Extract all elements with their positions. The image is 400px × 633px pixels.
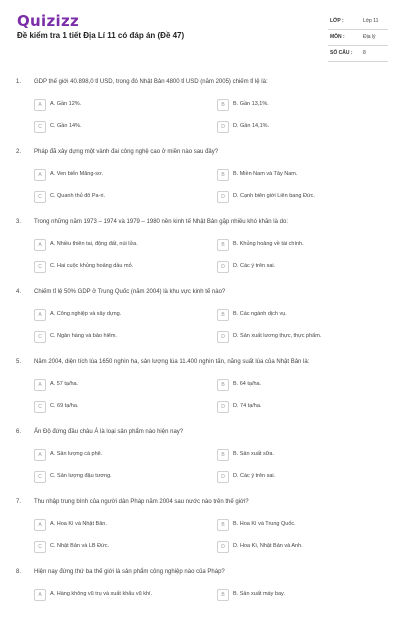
option-letter-badge: B xyxy=(217,169,229,181)
option-letter-badge: B xyxy=(217,309,229,321)
answer-option-c[interactable] xyxy=(34,121,194,133)
option-letter-badge: C xyxy=(34,401,46,413)
meta-row-count xyxy=(328,46,388,62)
option-letter-badge: A xyxy=(34,309,46,321)
option-letter-badge: D xyxy=(217,261,229,273)
option-letter-badge: A xyxy=(34,169,46,181)
meta-label: SỐ CÂU : xyxy=(330,50,353,56)
answer-option-a[interactable] xyxy=(34,589,194,601)
answer-option-a[interactable] xyxy=(34,309,194,321)
option-letter-badge: B xyxy=(217,239,229,251)
page-title: Đề kiểm tra 1 tiết Địa Lí 11 có đáp án (Đề 47) xyxy=(17,31,185,40)
answer-option-a[interactable] xyxy=(34,519,194,531)
meta-value: Địa lý xyxy=(363,34,376,40)
option-text: B. Sản xuất máy bay. xyxy=(233,591,285,597)
option-letter-badge: D xyxy=(217,331,229,343)
question-text: Thu nhập trung bình của người dân Pháp năm 2004 sau nước nào trên thế giới? xyxy=(34,499,249,505)
option-letter-badge: A xyxy=(34,379,46,391)
question-number: 5. xyxy=(16,359,22,365)
option-letter-badge: D xyxy=(217,471,229,483)
option-text: C. Quanh thủ đô Pa-ri. xyxy=(50,193,106,199)
meta-value: Lớp 11 xyxy=(363,18,379,24)
option-text: B. Khủng hoảng về tài chính. xyxy=(233,241,304,247)
answer-option-b[interactable] xyxy=(217,99,377,111)
answer-option-d[interactable] xyxy=(217,191,377,203)
option-letter-badge: A xyxy=(34,239,46,251)
option-text: D. Gần 14,1%. xyxy=(233,123,270,129)
question-text: Hiện nay đứng thứ ba thế giới là sản phẩm công nghiệp nào của Pháp? xyxy=(34,569,225,575)
option-text: C. Ngân hàng và bảo hiểm. xyxy=(50,333,117,339)
question-item xyxy=(0,219,400,283)
answer-option-d[interactable] xyxy=(217,331,377,343)
question-item xyxy=(0,569,400,633)
question-text: Năm 2004, diện tích lúa 1650 nghìn ha, sản lượng lúa 11.400 nghìn tấn, năng suất lúa của Nhật Bản là: xyxy=(34,359,310,365)
option-text: D. 74 tạ/ha. xyxy=(233,403,262,409)
meta-label: MÔN : xyxy=(330,34,345,40)
option-letter-badge: A xyxy=(34,519,46,531)
answer-option-b[interactable] xyxy=(217,239,377,251)
option-letter-badge: C xyxy=(34,261,46,273)
question-item xyxy=(0,149,400,213)
answer-option-d[interactable] xyxy=(217,401,377,413)
meta-box xyxy=(328,14,388,62)
question-number: 1. xyxy=(16,79,22,85)
option-letter-badge: A xyxy=(34,589,46,601)
meta-label: LỚP : xyxy=(330,18,344,24)
option-letter-badge: B xyxy=(217,519,229,531)
question-text: GDP thế giới 40.898,0 tỉ USD, trong đó Nhật Bản 4800 tỉ USD (năm 2005) chiếm tỉ lệ là: xyxy=(34,79,268,85)
option-text: B. Hoa Kì và Trung Quốc. xyxy=(233,521,296,527)
option-text: D. Các ý trên sai. xyxy=(233,263,276,269)
option-letter-badge: C xyxy=(34,331,46,343)
option-letter-badge: C xyxy=(34,121,46,133)
option-text: D. Hoa Kì, Nhật Bản và Anh. xyxy=(233,543,303,549)
option-text: C. Sản lượng đậu tương. xyxy=(50,473,112,479)
page-header xyxy=(0,0,400,72)
answer-option-b[interactable] xyxy=(217,379,377,391)
answer-option-c[interactable] xyxy=(34,471,194,483)
option-letter-badge: D xyxy=(217,401,229,413)
answer-option-a[interactable] xyxy=(34,449,194,461)
question-number: 8. xyxy=(16,569,22,575)
option-text: B. Gần 13,1%. xyxy=(233,101,269,107)
meta-row-subject xyxy=(328,30,388,46)
option-text: A. Gần 12%. xyxy=(50,101,82,107)
option-text: A. Hoa Kì và Nhật Bản. xyxy=(50,521,107,527)
answer-option-b[interactable] xyxy=(217,309,377,321)
option-letter-badge: B xyxy=(217,379,229,391)
option-text: A. Công nghiệp và xây dựng. xyxy=(50,311,122,317)
question-number: 7. xyxy=(16,499,22,505)
meta-value: 8 xyxy=(363,50,366,56)
option-text: D. Các ý trên sai. xyxy=(233,473,276,479)
option-text: B. Sản xuất sữa. xyxy=(233,451,274,457)
option-letter-badge: D xyxy=(217,541,229,553)
question-item xyxy=(0,499,400,563)
option-text: A. Ven biển Măng-sơ. xyxy=(50,171,104,177)
option-text: D. Sản xuất lương thực, thực phẩm. xyxy=(233,333,322,339)
option-letter-badge: A xyxy=(34,99,46,111)
quizizz-logo: Quizizz xyxy=(17,12,80,30)
answer-option-a[interactable] xyxy=(34,239,194,251)
answer-option-b[interactable] xyxy=(217,519,377,531)
answer-option-d[interactable] xyxy=(217,261,377,273)
answer-option-c[interactable] xyxy=(34,191,194,203)
question-text: Chiếm tỉ lệ 50% GDP ở Trung Quốc (năm 2004) là khu vực kinh tế nào? xyxy=(34,289,226,295)
option-letter-badge: C xyxy=(34,541,46,553)
question-item xyxy=(0,359,400,423)
question-number: 2. xyxy=(16,149,22,155)
answer-option-d[interactable] xyxy=(217,121,377,133)
option-letter-badge: D xyxy=(217,191,229,203)
option-text: C. Nhật Bản và LB Đức. xyxy=(50,543,110,549)
option-letter-badge: B xyxy=(217,589,229,601)
answer-option-a[interactable] xyxy=(34,169,194,181)
answer-option-c[interactable] xyxy=(34,261,194,273)
option-text: C. 69 tạ/ha. xyxy=(50,403,79,409)
answer-option-b[interactable] xyxy=(217,449,377,461)
answer-option-d[interactable] xyxy=(217,471,377,483)
question-text: Ấn Độ đứng đầu châu Á là loại sản phẩm nào hiện nay? xyxy=(34,429,184,435)
answer-option-a[interactable] xyxy=(34,379,194,391)
answer-option-c[interactable] xyxy=(34,401,194,413)
question-number: 6. xyxy=(16,429,22,435)
option-letter-badge: B xyxy=(217,99,229,111)
option-text: A. 57 tạ/ha. xyxy=(50,381,79,387)
answer-option-b[interactable] xyxy=(217,589,377,601)
question-number: 3. xyxy=(16,219,22,225)
question-number: 4. xyxy=(16,289,22,295)
question-text: Trong những năm 1973 – 1974 và 1979 – 1980 nền kinh tế Nhật Bản gặp nhiều khó khăn là do: xyxy=(34,219,288,225)
answer-option-d[interactable] xyxy=(217,541,377,553)
answer-option-c[interactable] xyxy=(34,541,194,553)
answer-option-a[interactable] xyxy=(34,99,194,111)
option-letter-badge: C xyxy=(34,471,46,483)
option-text: B. 64 tạ/ha. xyxy=(233,381,262,387)
option-text: B. Miền Nam và Tây Nam. xyxy=(233,171,298,177)
option-text: A. Nhiều thiên tai, động đất, núi lửa. xyxy=(50,241,138,247)
question-text: Pháp đã xây dựng một vành đai công nghệ cao ở miền nào sau đây? xyxy=(34,149,219,155)
option-text: C. Gần 14%. xyxy=(50,123,82,129)
question-item xyxy=(0,79,400,143)
option-text: A. Sản lượng cà phê. xyxy=(50,451,103,457)
question-item xyxy=(0,429,400,493)
option-letter-badge: D xyxy=(217,121,229,133)
option-text: A. Hàng không vũ trụ và xuất khẩu vũ khí. xyxy=(50,591,153,597)
option-letter-badge: B xyxy=(217,449,229,461)
option-text: C. Hai cuộc khủng hoảng dầu mỏ. xyxy=(50,263,134,269)
answer-option-c[interactable] xyxy=(34,331,194,343)
option-text: B. Các ngành dịch vụ. xyxy=(233,311,287,317)
answer-option-b[interactable] xyxy=(217,169,377,181)
question-item xyxy=(0,289,400,353)
meta-row-class xyxy=(328,14,388,30)
option-letter-badge: C xyxy=(34,191,46,203)
option-text: D. Cạnh biên giới Liên bang Đức. xyxy=(233,193,315,199)
option-letter-badge: A xyxy=(34,449,46,461)
